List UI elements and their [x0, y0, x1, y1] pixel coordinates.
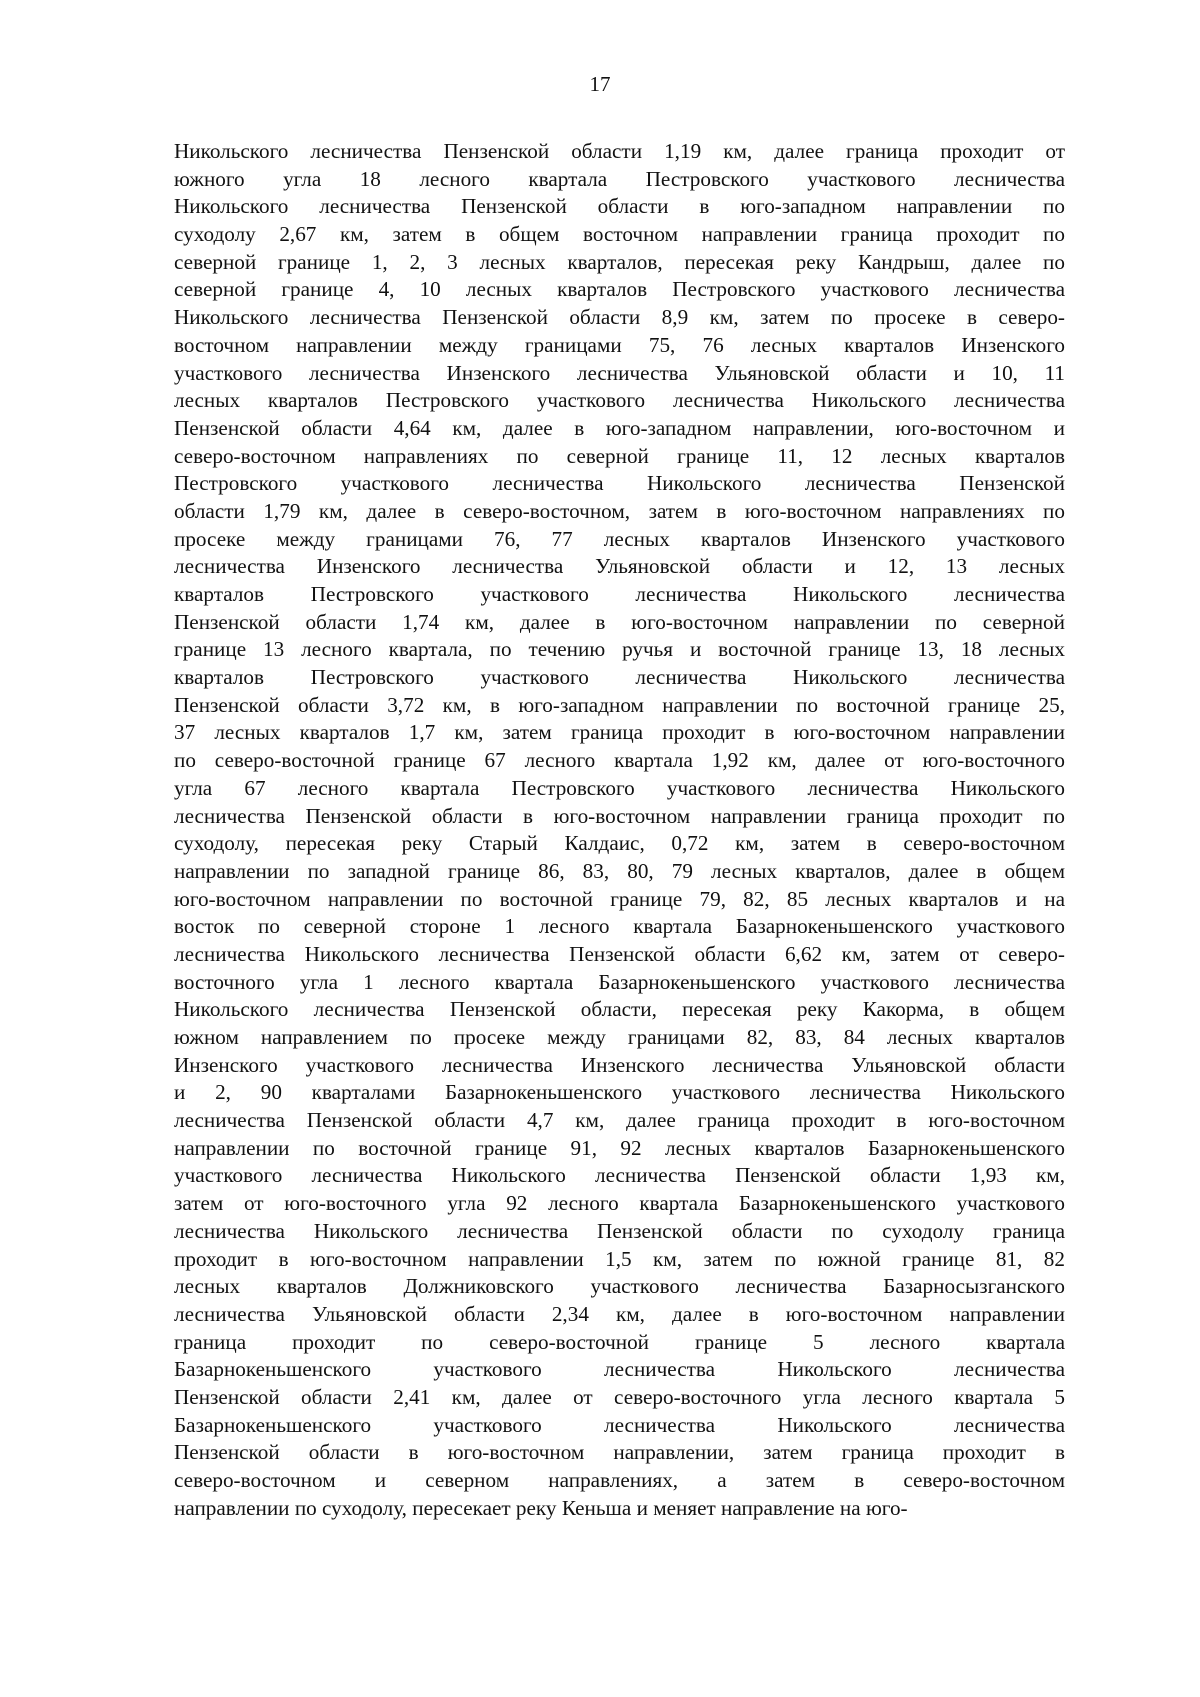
text-line: направлении по восточной границе 91, 92 лесных кварталов Базарнокеньшенского — [174, 1135, 1065, 1160]
text-line: лесничества Никольского лесничества Пензенской области по суходолу граница — [174, 1218, 1065, 1243]
text-line: кварталов Пестровского участкового лесничества Никольского лесничества — [174, 665, 1065, 690]
text-line: проходит в юго-восточном направлении 1,5 км, затем по южной границе 81, 82 — [174, 1246, 1065, 1271]
text-line: северо-восточном направлениях по северной границе 11, 12 лесных кварталов — [174, 443, 1065, 468]
text-line: и 2, 90 кварталами Базарнокеньшенского участкового лесничества Никольского — [174, 1080, 1065, 1105]
text-line: Пензенской области 1,74 км, далее в юго-восточном направлении по северной — [174, 609, 1065, 634]
text-line: области 1,79 км, далее в северо-восточном, затем в юго-восточном направлениях по — [174, 498, 1065, 523]
text-line: участкового лесничества Инзенского лесничества Ульяновской области и 10, 11 — [174, 360, 1065, 385]
text-line: лесничества Пензенской области 4,7 км, далее граница проходит в юго-восточном — [174, 1108, 1065, 1133]
text-line: Пензенской области в юго-восточном направлении, затем граница проходит в — [174, 1440, 1065, 1465]
text-line: Никольского лесничества Пензенской области, пересекая реку Какорма, в общем — [174, 997, 1065, 1022]
text-line: суходолу 2,67 км, затем в общем восточном направлении граница проходит по — [174, 222, 1065, 247]
text-line: затем от юго-восточного угла 92 лесного квартала Базарнокеньшенского участкового — [174, 1191, 1065, 1216]
text-line: кварталов Пестровского участкового лесничества Никольского лесничества — [174, 582, 1065, 606]
text-line: Пензенской области 4,64 км, далее в юго-западном направлении, юго-восточном и — [174, 415, 1065, 440]
text-line: южного угла 18 лесного квартала Пестровского участкового лесничества — [174, 166, 1065, 191]
text-line: направлении по западной границе 86, 83, 80, 79 лесных кварталов, далее в общем — [174, 858, 1065, 883]
text-line: угла 67 лесного квартала Пестровского участкового лесничества Никольского — [174, 775, 1065, 800]
text-line: Пестровского участкового лесничества Никольского лесничества Пензенской — [174, 471, 1065, 496]
text-line: просеке между границами 76, 77 лесных кварталов Инзенского участкового — [174, 526, 1065, 551]
text-line: юго-восточном направлении по восточной границе 79, 82, 85 лесных кварталов и на — [174, 886, 1065, 911]
text-line: лесных кварталов Пестровского участкового лесничества Никольского лесничества — [174, 388, 1065, 413]
text-line: восток по северной стороне 1 лесного квартала Базарнокеньшенского участкового — [174, 914, 1065, 939]
text-line: суходолу, пересекая реку Старый Калдаис, 0,72 км, затем в северо-восточном — [174, 831, 1065, 856]
text-line: южном направлением по просеке между границами 82, 83, 84 лесных кварталов — [174, 1025, 1065, 1049]
page-number: 17 — [589, 72, 611, 96]
text-line: лесничества Пензенской области в юго-восточном направлении граница проходит по — [174, 803, 1065, 828]
text-line: границе 13 лесного квартала, по течению ручья и восточной границе 13, 18 лесных — [174, 637, 1065, 662]
text-line: северо-восточном и северном направлениях, а затем в северо-восточном — [174, 1468, 1065, 1492]
text-line: Базарнокеньшенского участкового лесничества Никольского лесничества — [174, 1357, 1065, 1382]
text-line: восточном направлении между границами 75, 76 лесных кварталов Инзенского — [174, 332, 1065, 357]
text-line: северной границе 1, 2, 3 лесных кварталов, пересекая реку Кандрыш, далее по — [174, 249, 1065, 274]
text-line: Базарнокеньшенского участкового лесничества Никольского лесничества — [174, 1412, 1065, 1437]
text-line: по северо-восточной границе 67 лесного квартала 1,92 км, далее от юго-восточного — [174, 748, 1065, 773]
body-text — [174, 138, 1065, 1522]
text-line: Пензенской области 2,41 км, далее от северо-восточного угла лесного квартала 5 — [174, 1384, 1065, 1409]
text-line: лесничества Ульяновской области 2,34 км, далее в юго-восточном направлении — [174, 1301, 1065, 1326]
text-line: 37 лесных кварталов 1,7 км, затем граница проходит в юго-восточном направлении — [174, 720, 1065, 745]
text-line: Инзенского участкового лесничества Инзенского лесничества Ульяновской области — [174, 1052, 1065, 1077]
text-line: направлении по суходолу, пересекает реку Кеньша и меняет направление на юго- — [174, 1495, 908, 1520]
text-line: Никольского лесничества Пензенской области в юго-западном направлении по — [174, 194, 1065, 219]
text-line: лесничества Никольского лесничества Пензенской области 6,62 км, затем от северо- — [174, 941, 1065, 966]
text-line: лесных кварталов Должниковского участкового лесничества Базарносызганского — [174, 1274, 1065, 1299]
text-line: Никольского лесничества Пензенской области 1,19 км, далее граница проходит от — [174, 139, 1065, 163]
text-line: граница проходит по северо-восточной границе 5 лесного квартала — [174, 1329, 1065, 1354]
text-line: Никольского лесничества Пензенской области 8,9 км, затем по просеке в северо- — [174, 305, 1065, 330]
text-line: участкового лесничества Никольского лесничества Пензенской области 1,93 км, — [174, 1163, 1065, 1188]
text-line: восточного угла 1 лесного квартала Базарнокеньшенского участкового лесничества — [174, 969, 1065, 994]
text-line: Пензенской области 3,72 км, в юго-западном направлении по восточной границе 25, — [174, 692, 1065, 717]
text-line: лесничества Инзенского лесничества Ульяновской области и 12, 13 лесных — [174, 554, 1065, 579]
text-line: северной границе 4, 10 лесных кварталов Пестровского участкового лесничества — [174, 277, 1065, 302]
